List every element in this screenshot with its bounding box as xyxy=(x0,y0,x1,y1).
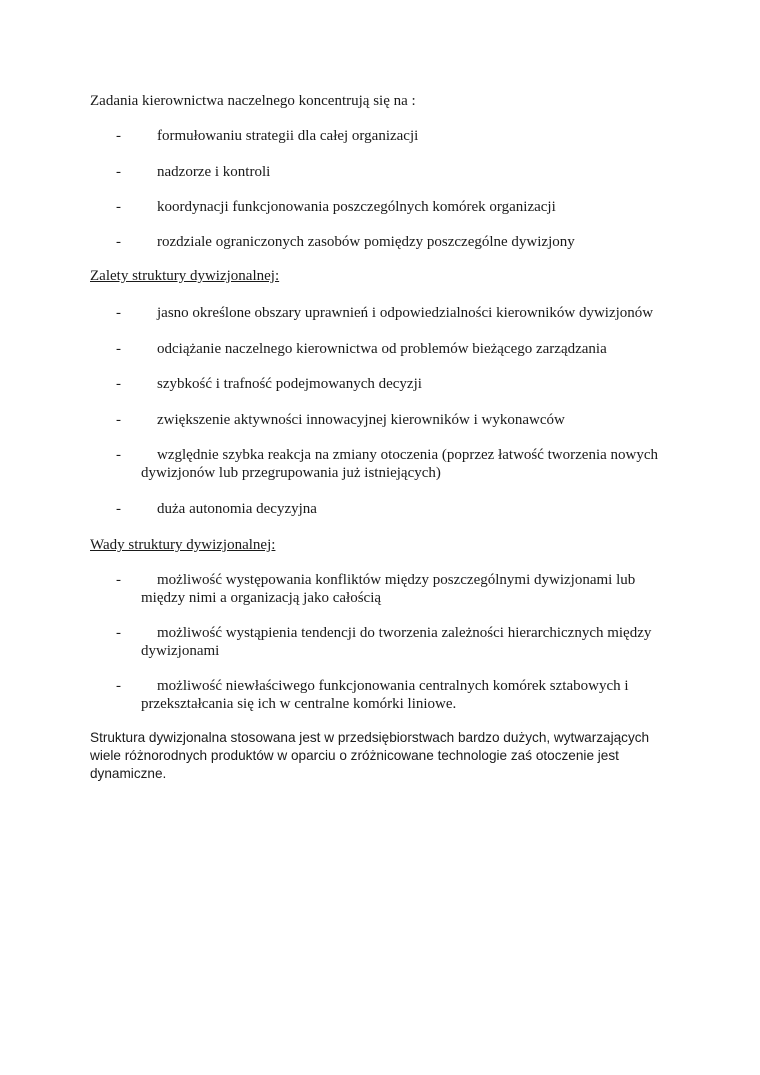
advantage-text: szybkość i trafność podejmowanych decyzji xyxy=(157,376,422,392)
disadvantage-text: możliwość występowania konfliktów między poszczególnymi dywizjonami lub między nimi a organizacją jako całością xyxy=(141,572,636,606)
disadvantages-heading: Wady struktury dywizjonalnej: xyxy=(90,537,276,553)
bullet-dash: - xyxy=(116,376,121,392)
advantage-text: zwiększenie aktywności innowacyjnej kierowników i wykonawców xyxy=(157,412,565,428)
advantage-text: duża autonomia decyzyjna xyxy=(157,501,317,517)
disadvantage-text: możliwość niewłaściwego funkcjonowania centralnych komórek sztabowych i przekształcania się ich w centralne komórki liniowe. xyxy=(141,678,629,712)
bullet-dash: - xyxy=(116,501,121,517)
bullet-dash: - xyxy=(116,128,121,144)
bullet-dash: - xyxy=(116,572,121,588)
summary-paragraph: Struktura dywizjonalna stosowana jest w przedsiębiorstwach bardzo dużych, wytwarzających wiele różnorodnych produktów w oparciu o zróżnicowane technologie zaś otoczenie jest dynamiczne. xyxy=(90,730,650,781)
task-text: rozdziale ograniczonych zasobów pomiędzy poszczególne dywizjony xyxy=(157,234,575,250)
intro-text: Zadania kierownictwa naczelnego koncentrują się na : xyxy=(90,93,416,109)
bullet-dash: - xyxy=(116,678,121,694)
bullet-dash: - xyxy=(116,412,121,428)
bullet-dash: - xyxy=(116,164,121,180)
advantages-heading: Zalety struktury dywizjonalnej: xyxy=(90,268,280,284)
bullet-dash: - xyxy=(116,305,121,321)
bullet-dash: - xyxy=(116,341,121,357)
disadvantage-text: możliwość wystąpienia tendencji do tworzenia zależności hierarchicznych między dywizjonami xyxy=(141,625,652,659)
bullet-dash: - xyxy=(116,199,121,215)
bullet-dash: - xyxy=(116,447,121,463)
task-text: koordynacji funkcjonowania poszczególnych komórek organizacji xyxy=(157,199,556,215)
advantage-text: odciążanie naczelnego kierownictwa od problemów bieżącego zarządzania xyxy=(157,341,607,357)
advantage-text: jasno określone obszary uprawnień i odpowiedzialności kierowników dywizjonów xyxy=(157,305,654,321)
bullet-dash: - xyxy=(116,625,121,641)
task-text: formułowaniu strategii dla całej organizacji xyxy=(157,128,419,144)
task-text: nadzorze i kontroli xyxy=(157,164,271,180)
bullet-dash: - xyxy=(116,234,121,250)
advantage-text: względnie szybka reakcja na zmiany otoczenia (poprzez łatwość tworzenia nowych dywizjonów lub przegrupowania już istniejących) xyxy=(141,447,659,481)
